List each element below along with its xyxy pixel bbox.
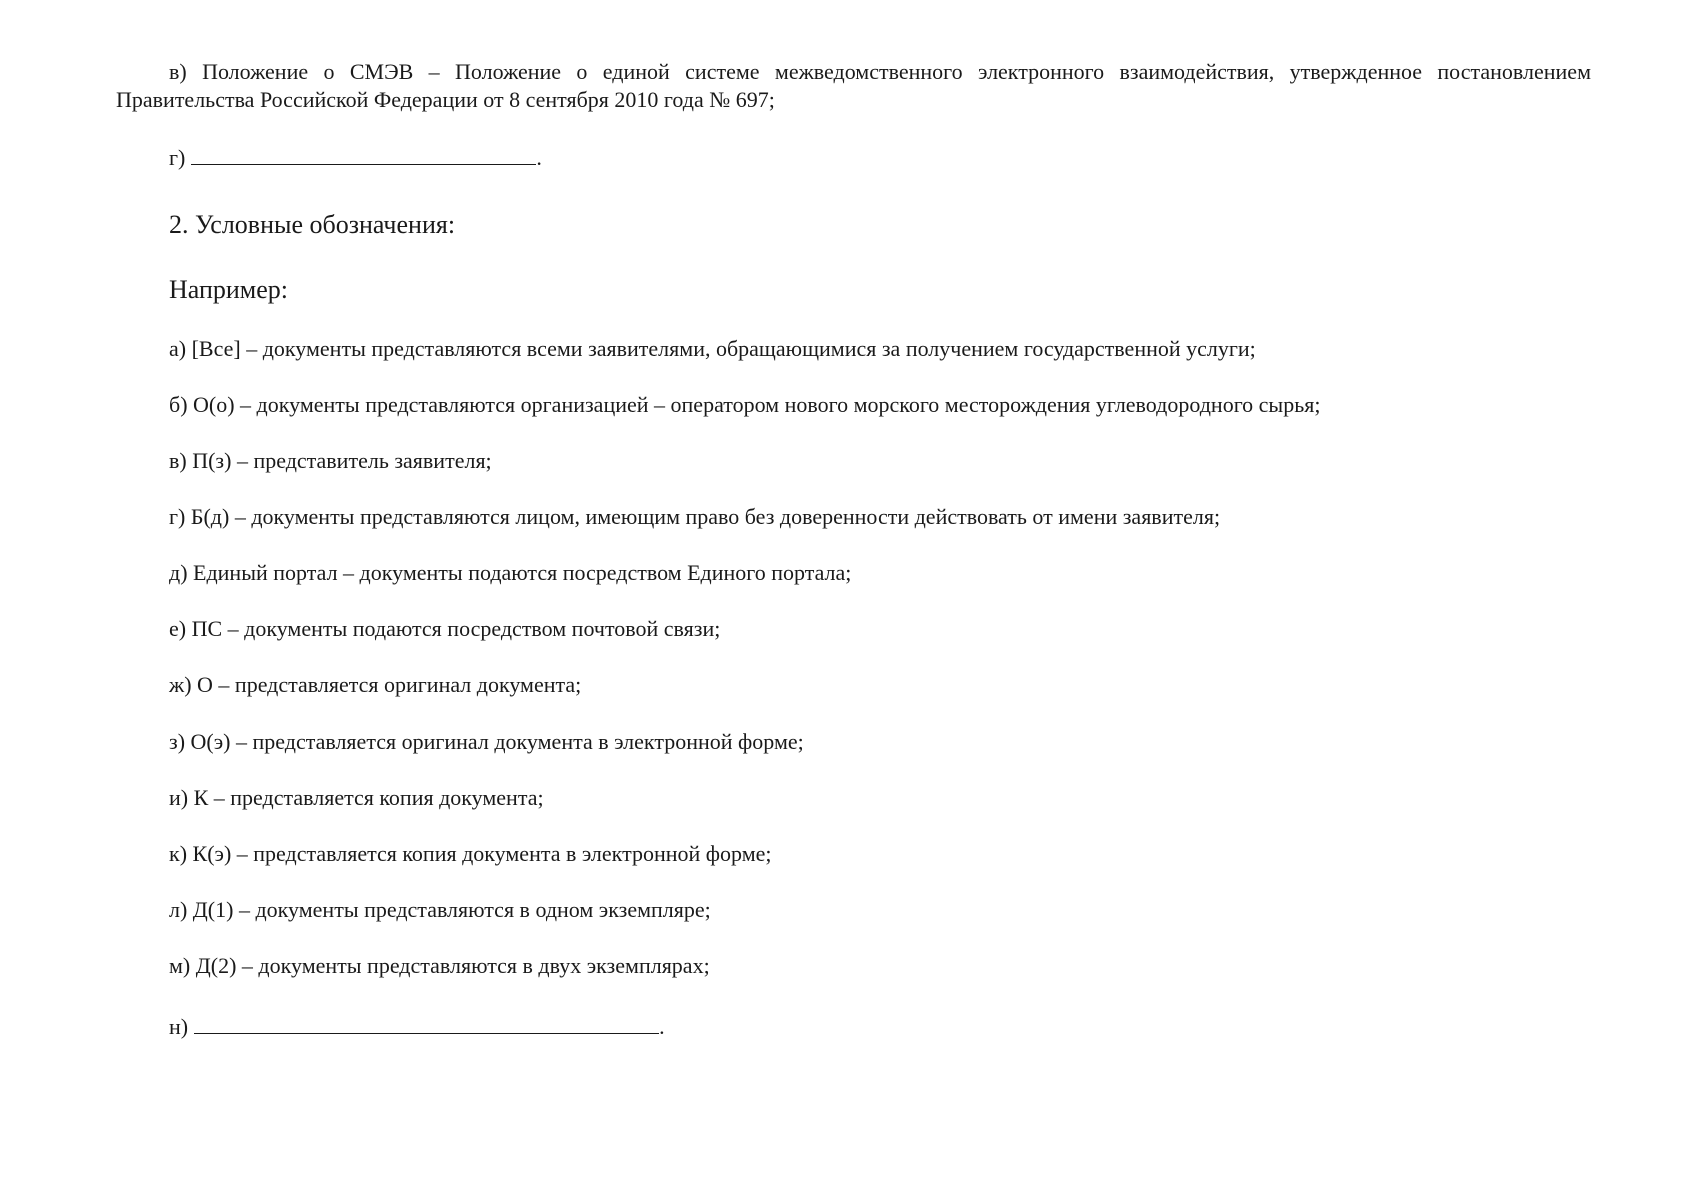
list-item: л) Д(1) – документы представляются в одном экземпляре; [169, 897, 711, 922]
list-item-n-blank [169, 1013, 665, 1041]
list-item: в) П(з) – представитель заявителя; [169, 448, 492, 473]
blank-line-g [191, 144, 536, 165]
list-item: м) Д(2) – документы представляются в двух экземплярах; [169, 953, 710, 978]
list-item: а) [Все] – документы представляются всеми заявителями, обращающимися за получением государственной услуги; [169, 336, 1256, 361]
list-item: з) О(э) – представляется оригинал документа в электронной форме; [169, 729, 804, 754]
list-item-n-suffix: . [659, 1014, 665, 1039]
list-item: д) Единый портал – документы подаются посредством Единого портала; [169, 560, 852, 585]
list-item: и) К – представляется копия документа; [169, 785, 544, 810]
paragraph-g-suffix: . [536, 145, 542, 170]
list-item: е) ПС – документы подаются посредством почтовой связи; [169, 616, 721, 641]
paragraph-g-blank [169, 144, 542, 172]
blank-line-n [194, 1013, 659, 1034]
list-item-n-prefix: н) [169, 1014, 189, 1039]
paragraph-smev-definition: в) Положение о СМЭВ – Положение о единой системе межведомственного электронного взаимодействия, утвержденное постановлением Правительства Российской Федерации от 8 сентября 2010 года № 697; [116, 59, 1591, 112]
list-item: б) О(о) – документы представляются организацией – оператором нового морского месторождения углеводородного сырья; [169, 392, 1321, 417]
paragraph-g-prefix: г) [169, 145, 186, 170]
list-item: ж) О – представляется оригинал документа; [169, 672, 582, 697]
list-item: к) К(э) – представляется копия документа в электронной форме; [169, 841, 772, 866]
list-item: г) Б(д) – документы представляются лицом, имеющим право без доверенности действовать от имени заявителя; [169, 504, 1221, 529]
example-label: Например: [169, 275, 289, 304]
section-title: 2. Условные обозначения: [169, 210, 456, 239]
